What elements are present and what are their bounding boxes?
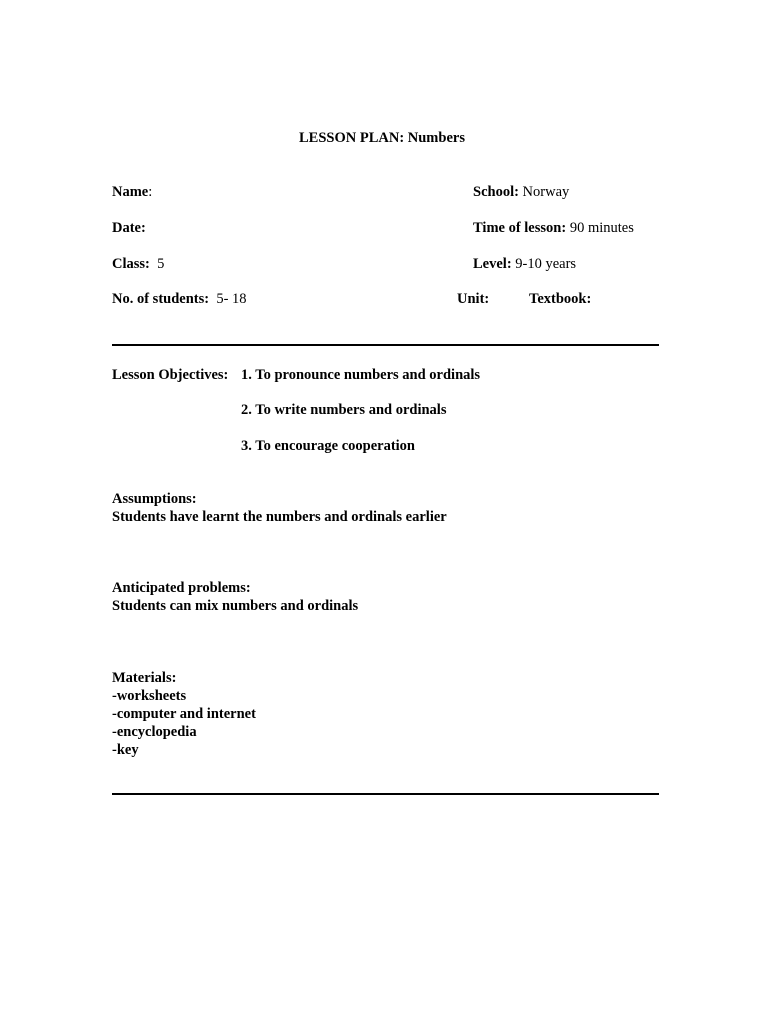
time-field <box>473 219 634 237</box>
school-field <box>473 183 569 201</box>
assumptions-heading: Assumptions: <box>112 491 197 507</box>
class-field <box>112 255 164 273</box>
materials-item: -worksheets <box>112 688 187 704</box>
school-label: School: <box>473 184 519 200</box>
bottom-divider <box>112 793 659 795</box>
objective-item: 1. To pronounce numbers and ordinals <box>241 367 481 383</box>
materials-heading: Materials: <box>112 670 177 686</box>
top-divider <box>112 344 659 346</box>
materials-item: -encyclopedia <box>112 724 197 740</box>
materials-section <box>112 669 256 759</box>
problems-heading: Anticipated problems: <box>112 580 251 596</box>
objectives-label: Lesson Objectives: <box>112 367 229 383</box>
name-label: Name <box>112 184 149 200</box>
problems-section <box>112 579 358 615</box>
school-value: Norway <box>522 184 570 200</box>
time-label: Time of lesson: <box>473 220 567 236</box>
students-label: No. of students: <box>112 291 210 307</box>
level-value: 9-10 years <box>515 256 577 272</box>
objective-item: 3. To encourage cooperation <box>241 438 415 454</box>
materials-item: -key <box>112 742 139 758</box>
assumptions-section <box>112 490 447 526</box>
objective-item: 2. To write numbers and ordinals <box>241 402 447 418</box>
assumptions-text: Students have learnt the numbers and ordinals earlier <box>112 509 447 525</box>
students-value: 5- 18 <box>216 291 247 307</box>
unit-label: Unit: <box>457 291 490 307</box>
class-label: Class: <box>112 256 150 272</box>
students-field <box>112 290 247 308</box>
textbook-label: Textbook: <box>529 291 592 307</box>
page-title: LESSON PLAN: Numbers <box>299 130 465 146</box>
level-label: Level: <box>473 256 512 272</box>
class-value: 5 <box>157 256 165 272</box>
problems-text: Students can mix numbers and ordinals <box>112 598 359 614</box>
materials-item: -computer and internet <box>112 706 256 722</box>
name-field <box>112 183 152 201</box>
time-value: 90 minutes <box>569 220 634 236</box>
level-field <box>473 255 576 273</box>
name-colon: : <box>148 184 153 200</box>
date-label: Date: <box>112 220 146 236</box>
